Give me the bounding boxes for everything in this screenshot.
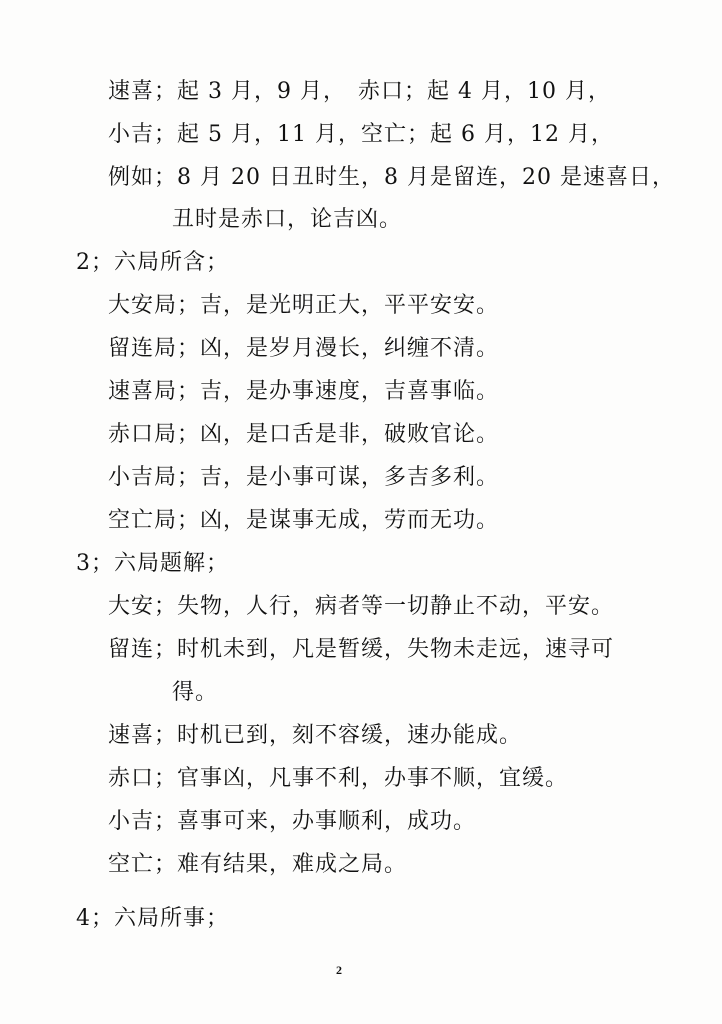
text-line: 例如；8 月 20 日丑时生，8 月是留连，20 是速喜日， bbox=[108, 165, 675, 190]
text-line: 小吉；起 5 月，11 月，空亡；起 6 月，12 月， bbox=[108, 122, 614, 147]
text-line: 小吉局；吉，是小事可谋，多吉多利。 bbox=[108, 465, 500, 490]
text-line: 大安局；吉，是光明正大，平平安安。 bbox=[108, 293, 500, 318]
text-line: 赤口；官事凶，凡事不利，办事不顺，宜缓。 bbox=[108, 766, 569, 791]
text-line: 丑时是赤口，论吉凶。 bbox=[172, 207, 403, 232]
section-heading: 3；六局题解； bbox=[76, 551, 229, 576]
text-line: 速喜；时机已到，刻不容缓，速办能成。 bbox=[108, 723, 523, 748]
section-heading: 4；六局所事； bbox=[76, 906, 229, 931]
text-line: 留连；时机未到，凡是暂缓，失物未走远，速寻可 bbox=[108, 637, 615, 662]
text-line: 小吉；喜事可来，办事顺利，成功。 bbox=[108, 809, 477, 834]
text-line: 空亡；难有结果，难成之局。 bbox=[108, 852, 408, 877]
text-line: 速喜局；吉，是办事速度，吉喜事临。 bbox=[108, 379, 500, 404]
text-line: 速喜；起 3 月，9 月， 赤口；起 4 月，10 月， bbox=[108, 79, 611, 104]
section-heading: 2；六局所含； bbox=[76, 250, 229, 275]
text-line: 大安；失物，人行，病者等一切静止不动，平安。 bbox=[108, 594, 615, 619]
text-line: 得。 bbox=[172, 680, 219, 705]
page-number: 2 bbox=[336, 963, 342, 977]
text-line: 赤口局；凶，是口舌是非，破败官论。 bbox=[108, 422, 500, 447]
text-line: 留连局；凶，是岁月漫长，纠缠不清。 bbox=[108, 336, 500, 361]
text-line: 空亡局；凶，是谋事无成，劳而无功。 bbox=[108, 508, 500, 533]
